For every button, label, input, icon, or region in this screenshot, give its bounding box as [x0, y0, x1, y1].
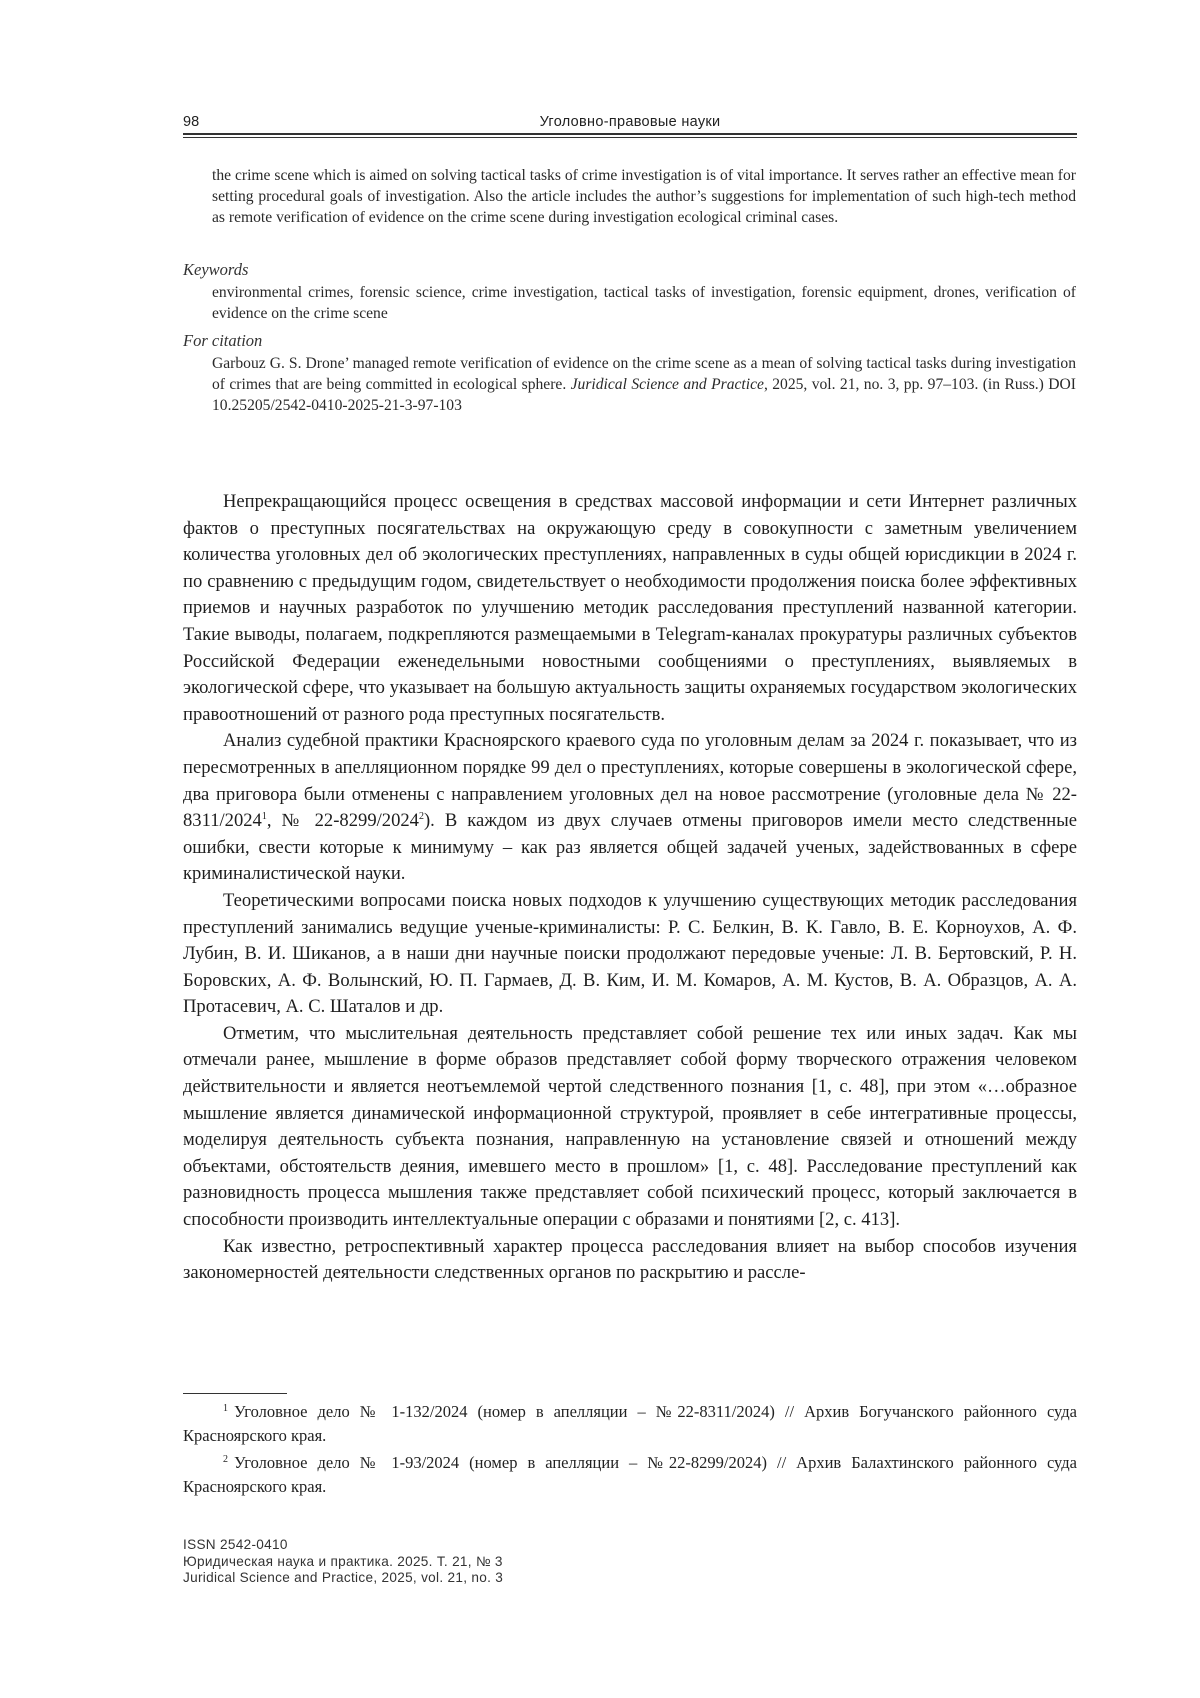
header-rule-thick [183, 133, 1077, 135]
footnote-2 [183, 1451, 1077, 1499]
footnote-ref-1: 1 [261, 810, 267, 822]
section-title: Уголовно-правовые науки [539, 114, 721, 130]
citation-details: , 2025, vol. 21, no. 3, pp. 97–103. (in Russ.) DOI 10.25205/2542-0410-2025-21-3-97-103 [212, 376, 1076, 415]
keywords-label: Keywords [183, 260, 249, 279]
paragraph-3: Теоретическими вопросами поиска новых подходов к улучшению существующих методик расследования преступлений занимались ведущие ученые-криминалисты: Р. С. Белкин, В. К. Гавло, В. Е. Корноухов, А. Ф. Лубин, В. И. Шиканов, а в наши дни научные поиски продолжают передовые ученые: Л. В. Бертовский, Р. Н. Боровских, А. Ф. Волынский, Ю. П. Гармаев, Д. В. Ким, И. М. Комаров, А. М. Кустов, В. А. Образцов, А. А. Протасевич, А. С. Шаталов и др. [183, 889, 1077, 1018]
keywords-text: environmental crimes, forensic science, crime investigation, tactical tasks of investigation, forensic equipment, drones, verification of evidence on the crime scene [212, 284, 1076, 323]
footnote-1 [183, 1400, 1077, 1448]
footnote-2-text: Уголовное дело № 1-93/2024 (номер в апелляции – №22-8299/2024) // Архив Балахтинского районного суда Красноярского края. [183, 1453, 1077, 1496]
paragraph-2 [183, 728, 1077, 888]
citation-authors-title: Garbouz G. S. Drone’ managed remote verification of evidence on the crime scene as a mean of solving tactical tasks during investigation of crimes that are being committed in ecological sphere. [212, 355, 1076, 394]
header-rule-thin [183, 137, 1077, 138]
footnote-2-number: 2 [223, 1453, 228, 1465]
footnotes [183, 1400, 1077, 1502]
paragraph-1: Непрекращающийся процесс освещения в средствах массовой информации и сети Интернет различных фактов о преступных посягательствах на окружающую среду в совокупности с заметным увеличением количества уголовных дел об экологических преступлениях, направленных в суды общей юрисдикции в 2024 г. по сравнению с предыдущим годом, свидетельствует о необходимости продолжения поиска более эффективных приемов и научных разработок по улучшению методик расследования преступлений названной категории. Такие выводы, полагаем, подкрепляются размещаемыми в Telegram-каналах прокуратуры различных субъектов Российской Федерации еженедельными новостными сообщениями о преступлениях, выявляемых в экологической сфере, что указывает на большую актуальность защиты охраняемых государством экологических правоотношений от разного рода преступных посягательств. [183, 491, 1077, 725]
citation-label: For citation [183, 331, 263, 350]
footnote-1-text: Уголовное дело № 1-132/2024 (номер в апелляции – №22-8311/2024) // Архив Богучанского районного суда Красноярского края. [183, 1402, 1077, 1445]
citation-journal: Juridical Science and Practice [570, 376, 764, 394]
paragraph-2-part-c: ). В каждом из двух случаев отмены приговоров имели место следственные ошибки, свести которые к минимуму – как раз является общей задачей ученых, задействованных в сфере криминалистической науки. [183, 810, 1077, 885]
citation-text [212, 353, 1076, 417]
journal-imprint [183, 1537, 503, 1587]
abstract-text: the crime scene which is aimed on solving tactical tasks of crime investigation is of vital importance. It serves rather an effective mean for setting procedural goals of investigation. Also the article includes the author’s suggestions for implementation of such high-tech method as remote verification of evidence on the crime scene during investigation ecological criminal cases. [212, 167, 1076, 227]
footnote-1-number: 1 [223, 1402, 228, 1414]
footnote-ref-2: 2 [418, 810, 424, 822]
running-header [183, 112, 1077, 134]
footnote-separator [183, 1393, 287, 1394]
paragraph-5: Как известно, ретроспективный характер процесса расследования влияет на выбор способов изучения закономерностей деятельности следственных органов по раскрытию и рассле- [183, 1235, 1077, 1284]
paragraph-2-part-b: , № 22-8299/2024 [266, 810, 419, 832]
main-text [183, 489, 1077, 1287]
imprint-russian: Юридическая наука и практика. 2025. Т. 21, № 3 [183, 1553, 503, 1569]
page-number: 98 [183, 114, 200, 130]
paragraph-4: Отметим, что мыслительная деятельность представляет собой решение тех или иных задач. Как мы отмечали ранее, мышление в форме образов представляет собой форму творческого отражения человеком действительности и является неотъемлемой чертой следственного познания [1, с. 48], при этом «…образное мышление является динамической информационной структурой, проявляет в себе интегративные процессы, моделируя деятельность субъекта познания, направленную на установление связей и отношений между объектами, обстоятельств деяния, имевшего место в прошлом» [1, с. 48]. Расследование преступлений как разновидность процесса мышления также представляет собой психический процесс, который заключается в способности производить интеллектуальные операции с образами и понятиями [2, с. 413]. [183, 1022, 1077, 1231]
paragraph-2-part-a: Анализ судебной практики Красноярского краевого суда по уголовным делам за 2024 г. показывает, что из пересмотренных в апелляционном порядке 99 дел о преступлениях, которые совершены в экологической сфере, два приговора были отменены с направлением уголовных дел на новое рассмотрение (уголовные дела № 22-8311/2024 [183, 730, 1077, 832]
imprint-issn: ISSN 2542-0410 [183, 1537, 288, 1552]
imprint-english: Juridical Science and Practice, 2025, vol. 21, no. 3 [183, 1570, 504, 1585]
